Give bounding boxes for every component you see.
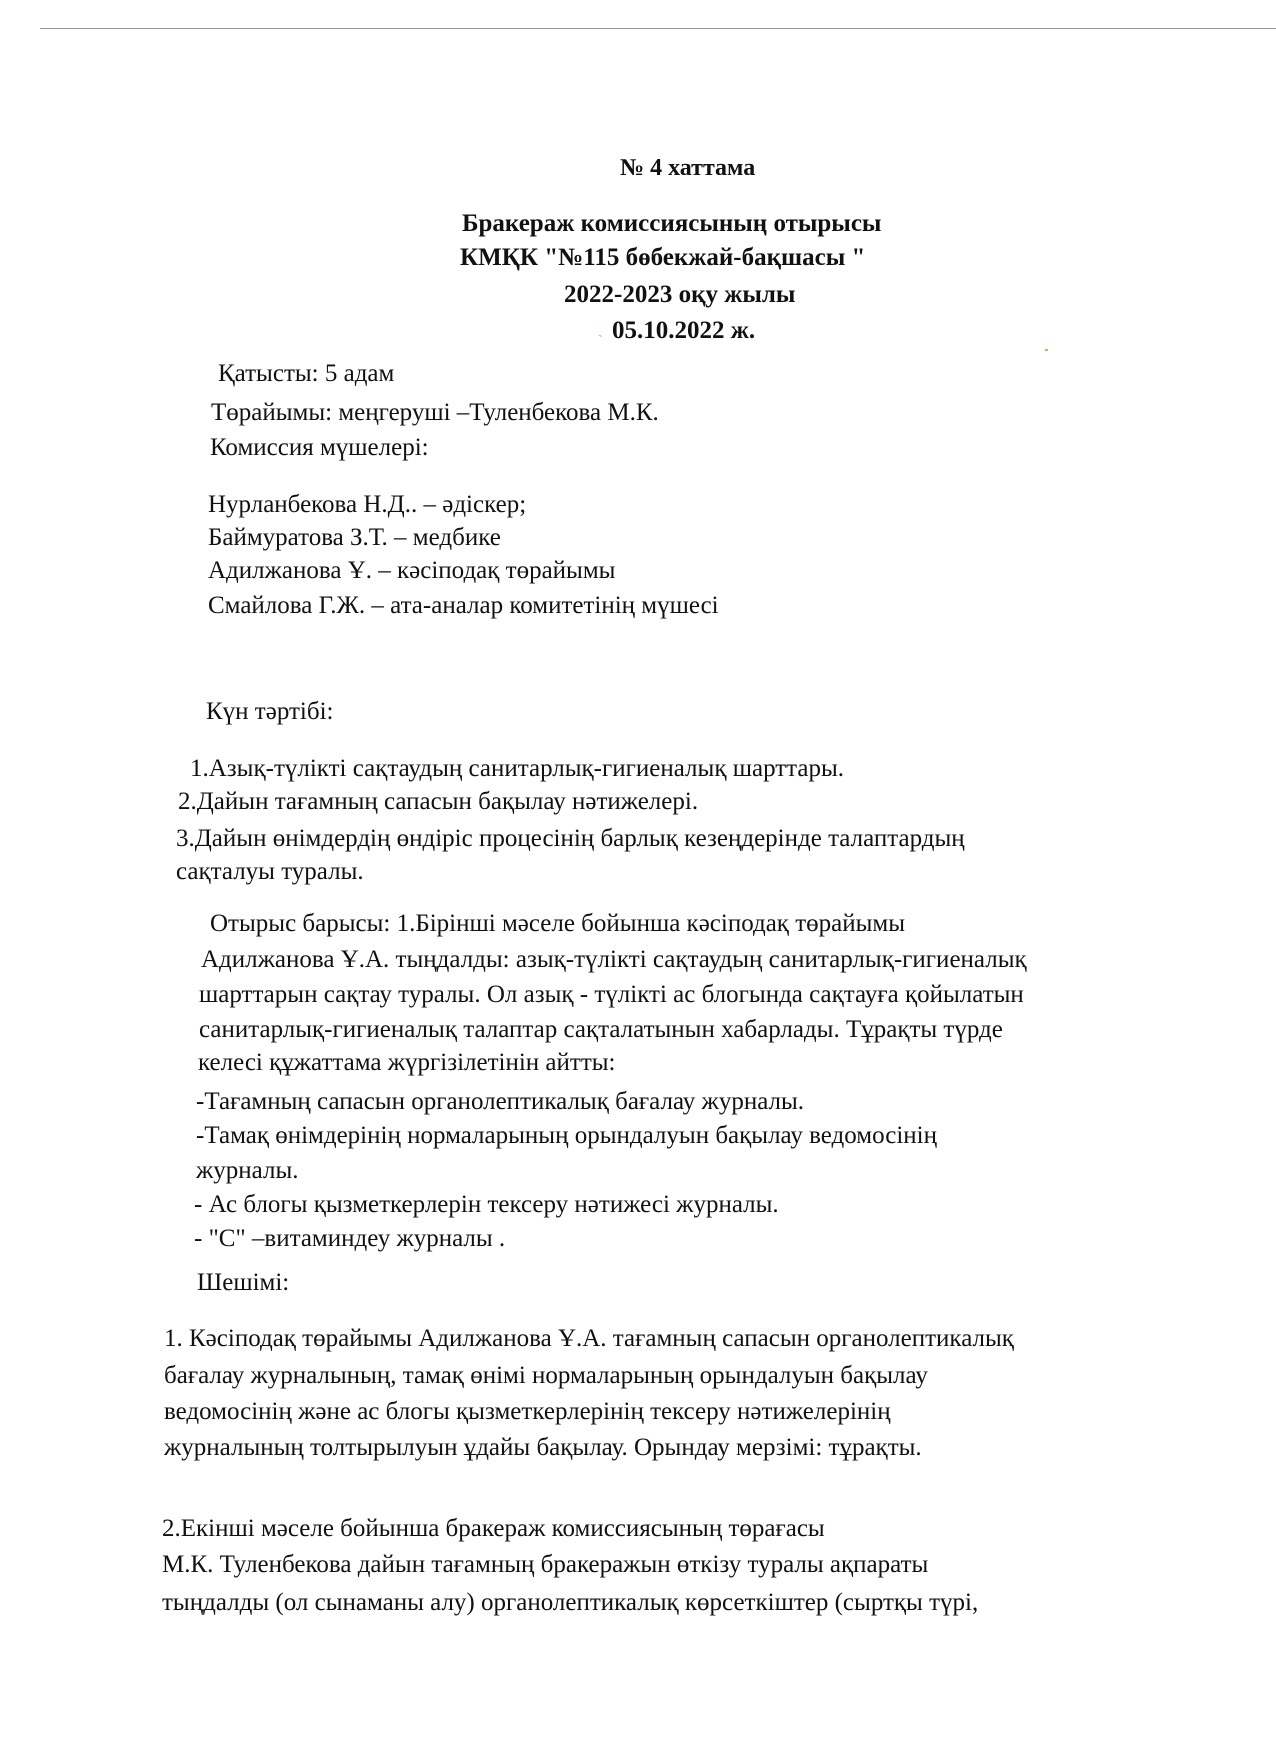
proceedings-line: санитарлық-гигиеналық талаптар сақталатынын хабарлады. Тұрақты түрде [199, 1016, 1003, 1043]
decision-line: тыңдалды (ол сынаманы алу) органолептикалық көрсеткіштер (сыртқы түрі, [162, 1589, 979, 1616]
members-label: Комиссия мүшелері: [210, 434, 429, 461]
decision-line: журналының толтырылуын ұдайы бақылау. Орындау мерзімі: тұрақты. [164, 1434, 922, 1461]
meeting-title: Бракераж комиссиясының отырысы [462, 210, 882, 237]
proceedings-line: Отырыс барысы: 1.Бірінші мәселе бойынша кәсіподақ төрайымы [210, 910, 906, 937]
pen-mark: ˎ [598, 323, 603, 338]
agenda-item: 3.Дайын өнімдердің өндіріс процесінің барлық кезеңдерінде талаптардың [176, 825, 965, 852]
decision-line: 1. Кәсіподақ төрайымы Адилжанова Ұ.А. тағамның сапасын органолептикалық [164, 1325, 1014, 1352]
decision-line: бағалау журналының, тамақ өнімі нормаларының орындалуын бақылау [164, 1362, 928, 1389]
proceedings-line: - Ас блогы қызметкерлерін тексеру нәтижесі журналы. [194, 1191, 779, 1218]
agenda-item: 2.Дайын тағамның сапасын бақылау нәтижелері. [178, 788, 699, 815]
academic-year: 2022-2023 оқу жылы [564, 281, 796, 308]
organization-name: КМҚК "№115 бөбекжай-бақшасы " [460, 244, 866, 271]
member-item: Адилжанова Ұ. – кәсіподақ төрайымы [208, 557, 616, 584]
decision-line: ведомосінің және ас блогы қызметкерлерінің тексеру нәтижелерінің [164, 1398, 891, 1425]
protocol-number: № 4 хаттама [620, 155, 756, 181]
attendance-count: Қатысты: 5 адам [218, 360, 395, 387]
proceedings-line: - "С" –витаминдеу журналы . [194, 1225, 506, 1252]
agenda-label: Күн тәртібі: [206, 698, 334, 725]
proceedings-line: келесі құжаттама жүргізілетінін айтты: [198, 1049, 616, 1076]
proceedings-line: журналы. [196, 1157, 299, 1184]
chairperson: Төрайымы: меңгеруші –Туленбекова М.К. [211, 399, 659, 426]
member-item: Баймуратова З.Т. – медбике [208, 524, 501, 551]
member-item: Смайлова Г.Ж. – ата-аналар комитетінің мүшесі [208, 592, 719, 619]
decision-line: 2.Екінші мәселе бойынша бракераж комиссиясының төрағасы [162, 1515, 825, 1542]
proceedings-line: -Тағамның сапасын органолептикалық бағалау журналы. [196, 1088, 805, 1115]
meeting-date: 05.10.2022 ж. [612, 317, 756, 344]
proceedings-line: -Тамақ өнімдерінің нормаларының орындалуын бақылау ведомосінің [196, 1122, 937, 1149]
proceedings-line: Адилжанова Ұ.А. тыңдалды: азық-түлікті сақтаудың санитарлық-гигиеналық [201, 946, 1027, 973]
agenda-item: 1.Азық-түлікті сақтаудың санитарлық-гигиеналық шарттары. [190, 755, 845, 782]
agenda-item-continued: сақталуы туралы. [176, 858, 364, 885]
decision-line: М.К. Туленбекова дайын тағамның бракеражын өткізу туралы ақпараты [162, 1551, 929, 1578]
decision-label: Шешімі: [197, 1269, 290, 1296]
member-item: Нурланбекова Н.Д.. – әдіскер; [208, 491, 527, 518]
proceedings-line: шарттарын сақтау туралы. Ол азық - түлікті ас блогында сақтауға қойылатын [199, 981, 1024, 1008]
